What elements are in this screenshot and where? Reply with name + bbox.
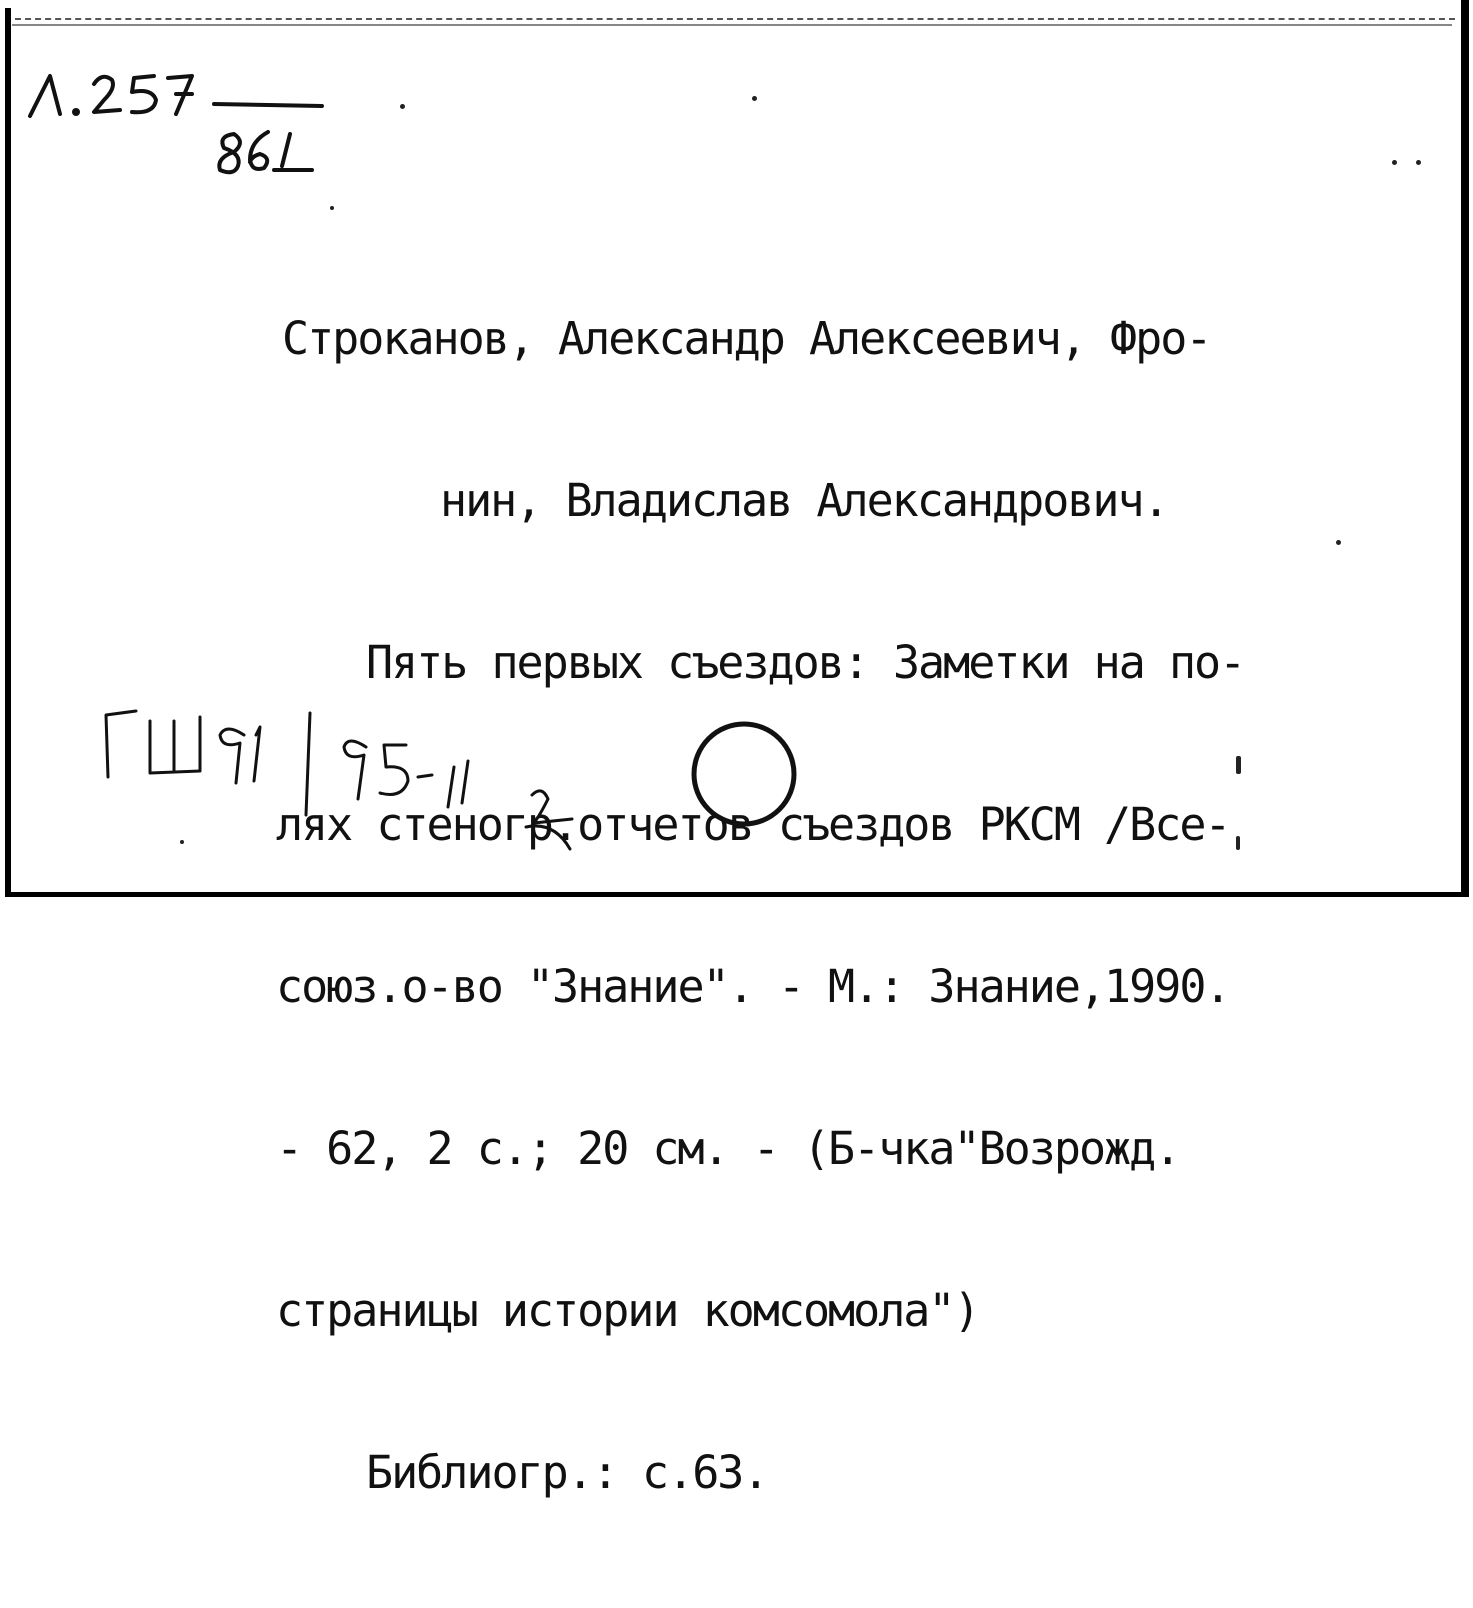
author-line-1: Строканов, Александр Алексеевич, Фро- bbox=[282, 312, 1211, 365]
ink-speck bbox=[752, 96, 757, 101]
ink-speck bbox=[400, 104, 405, 109]
shelf-mark-handwritten bbox=[28, 62, 348, 192]
ink-speck bbox=[1236, 756, 1241, 774]
card-left-edge bbox=[5, 8, 11, 896]
card-right-edge bbox=[1461, 0, 1469, 897]
title-line-1: Пять первых съездов: Заметки на по- bbox=[366, 636, 1245, 689]
title-line-5: страницы истории комсомола") bbox=[276, 1284, 979, 1337]
bibliography-note: Библиогр.: с.63. bbox=[366, 1446, 768, 1499]
ink-speck bbox=[180, 840, 184, 844]
card-top-line bbox=[12, 24, 1452, 26]
author-line-2: нин, Владислав Александрович. bbox=[440, 474, 1168, 527]
circle-mark bbox=[688, 718, 800, 830]
ink-speck bbox=[1236, 836, 1240, 850]
title-line-2: лях стеногр.отчетов съездов РКСМ /Все- bbox=[276, 798, 1230, 851]
inventory-number-handwritten bbox=[96, 695, 616, 865]
ink-speck bbox=[330, 206, 334, 210]
bibliographic-entry bbox=[270, 204, 1450, 1608]
title-line-3: союз.о-во "Знание". - М.: Знание,1990. bbox=[276, 960, 1230, 1013]
card-top-edge bbox=[5, 18, 1455, 20]
ink-speck bbox=[1392, 160, 1397, 165]
ink-speck bbox=[1336, 540, 1341, 545]
ink-speck bbox=[1416, 160, 1421, 165]
title-line-4: - 62, 2 с.; 20 см. - (Б-чка"Возрожд. bbox=[276, 1122, 1180, 1175]
